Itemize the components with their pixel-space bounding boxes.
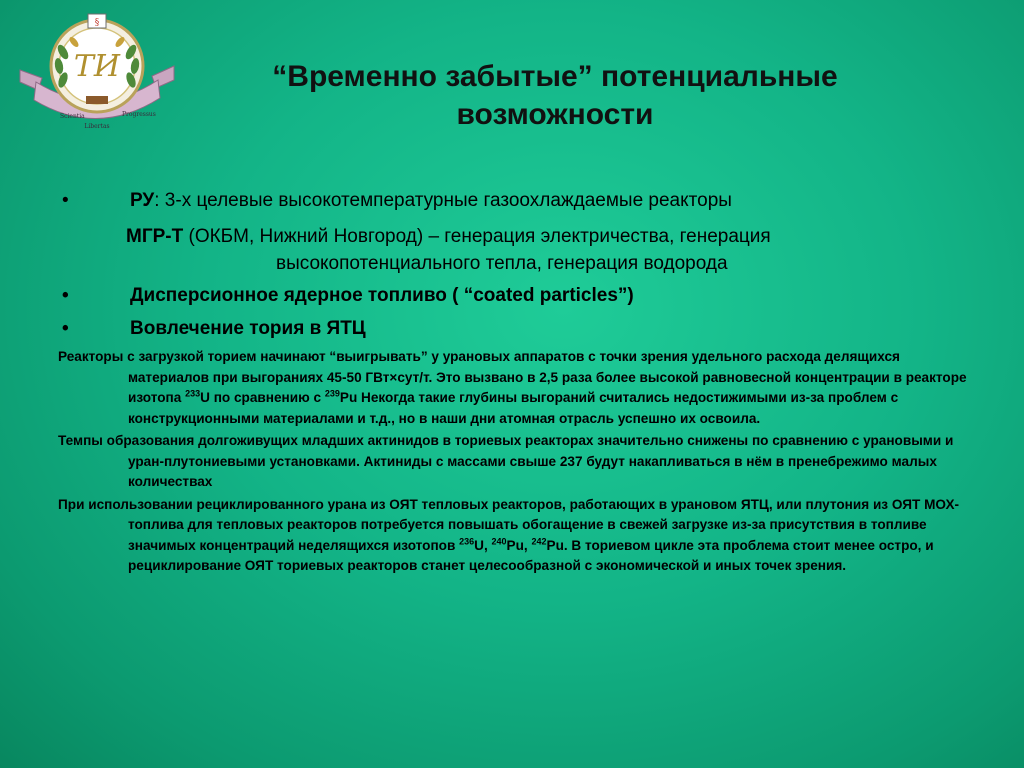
university-emblem-logo bbox=[18, 12, 176, 140]
superscript: 240 bbox=[491, 535, 507, 546]
bullet-ru-label: РУ bbox=[130, 190, 155, 211]
superscript: 239 bbox=[324, 388, 340, 399]
bullet-dispersion-fuel bbox=[58, 283, 978, 308]
slide-title: “Временно забытые” потенциальные возможности bbox=[272, 60, 838, 131]
paragraph-minor-actinides: Темпы образования долгоживущих младших актинидов в ториевых реакторах значительно снижены по сравнению с урановыми и уран-плутониевыми установками. Актиниды с массами свыше 237 будут накапливаться в нём в пренебрежимо малых количествах bbox=[58, 433, 954, 489]
paragraph-thorium-reactors: Реакторы с загрузкой торием начинают “выигрывать” у урановых аппаратов с точки зрения удельного расхода делящихся материалов при выгораниях 45-50 ГВт×сут/т. Это вызвано в 2,5 раза более высокой равновесной концентрации в реакторе изотопа $^{233}$U по сравнению с $^{239}$Pu Некогда такие глубины выгораний считались недостижимыми из-за проблем с конструкционными материалами и т.д., но в наши дни атомная отрасль успешно их освоила. bbox=[58, 349, 967, 426]
svg-text:ТИ: ТИ bbox=[73, 49, 121, 84]
bullet-ru-text: : 3-х целевые высокотемпературные газоохлаждаемые реакторы bbox=[154, 190, 732, 211]
motto-right: Progressus bbox=[122, 111, 156, 118]
slide-content bbox=[58, 184, 978, 577]
bullet-marker: • bbox=[62, 318, 69, 339]
motto-center: Libertas bbox=[84, 123, 110, 130]
svg-text:§: § bbox=[94, 18, 100, 28]
bullet-mgrt-continuation: высокопотенциального тепла, генерация водорода bbox=[276, 253, 728, 274]
motto-left: Scientia bbox=[60, 113, 85, 120]
bullet-mgrt-label: МГР-Т bbox=[126, 226, 184, 247]
bullet-thorium bbox=[58, 316, 978, 341]
bullet-thorium-text: Вовлечение тория в ЯТЦ bbox=[130, 318, 366, 339]
bullet-mgrt bbox=[126, 223, 978, 277]
bullet-ru bbox=[58, 188, 978, 213]
superscript: 233 bbox=[185, 388, 201, 399]
bullet-mgrt-text: (ОКБМ, Нижний Новгород) – генерация электричества, генерация bbox=[183, 226, 771, 247]
superscript: 242 bbox=[531, 535, 547, 546]
superscript: 236 bbox=[459, 535, 475, 546]
paragraph-recycled-uranium: При использовании рециклированного урана из ОЯТ тепловых реакторов, работающих в урановом ЯТЦ, или плутония из ОЯТ МОХ-топлива для тепловых реакторов потребуется повышать обогащение в свежей загрузке из-за присутствия в топливе значимых концентраций неделящихся изотопов $^{236}$U, $^{240}$Pu, $^{242}$Pu. В ториевом цикле эта проблема стоит менее остро, и рециклирование ОЯТ ториевых реакторов станет целесообразной с экономической и иных точек зрения. bbox=[58, 496, 960, 573]
bullet-dispersion-fuel-text: Дисперсионное ядерное топливо ( “coated particles”) bbox=[130, 285, 634, 306]
bullet-marker: • bbox=[62, 285, 69, 306]
bullet-marker: • bbox=[62, 190, 69, 211]
